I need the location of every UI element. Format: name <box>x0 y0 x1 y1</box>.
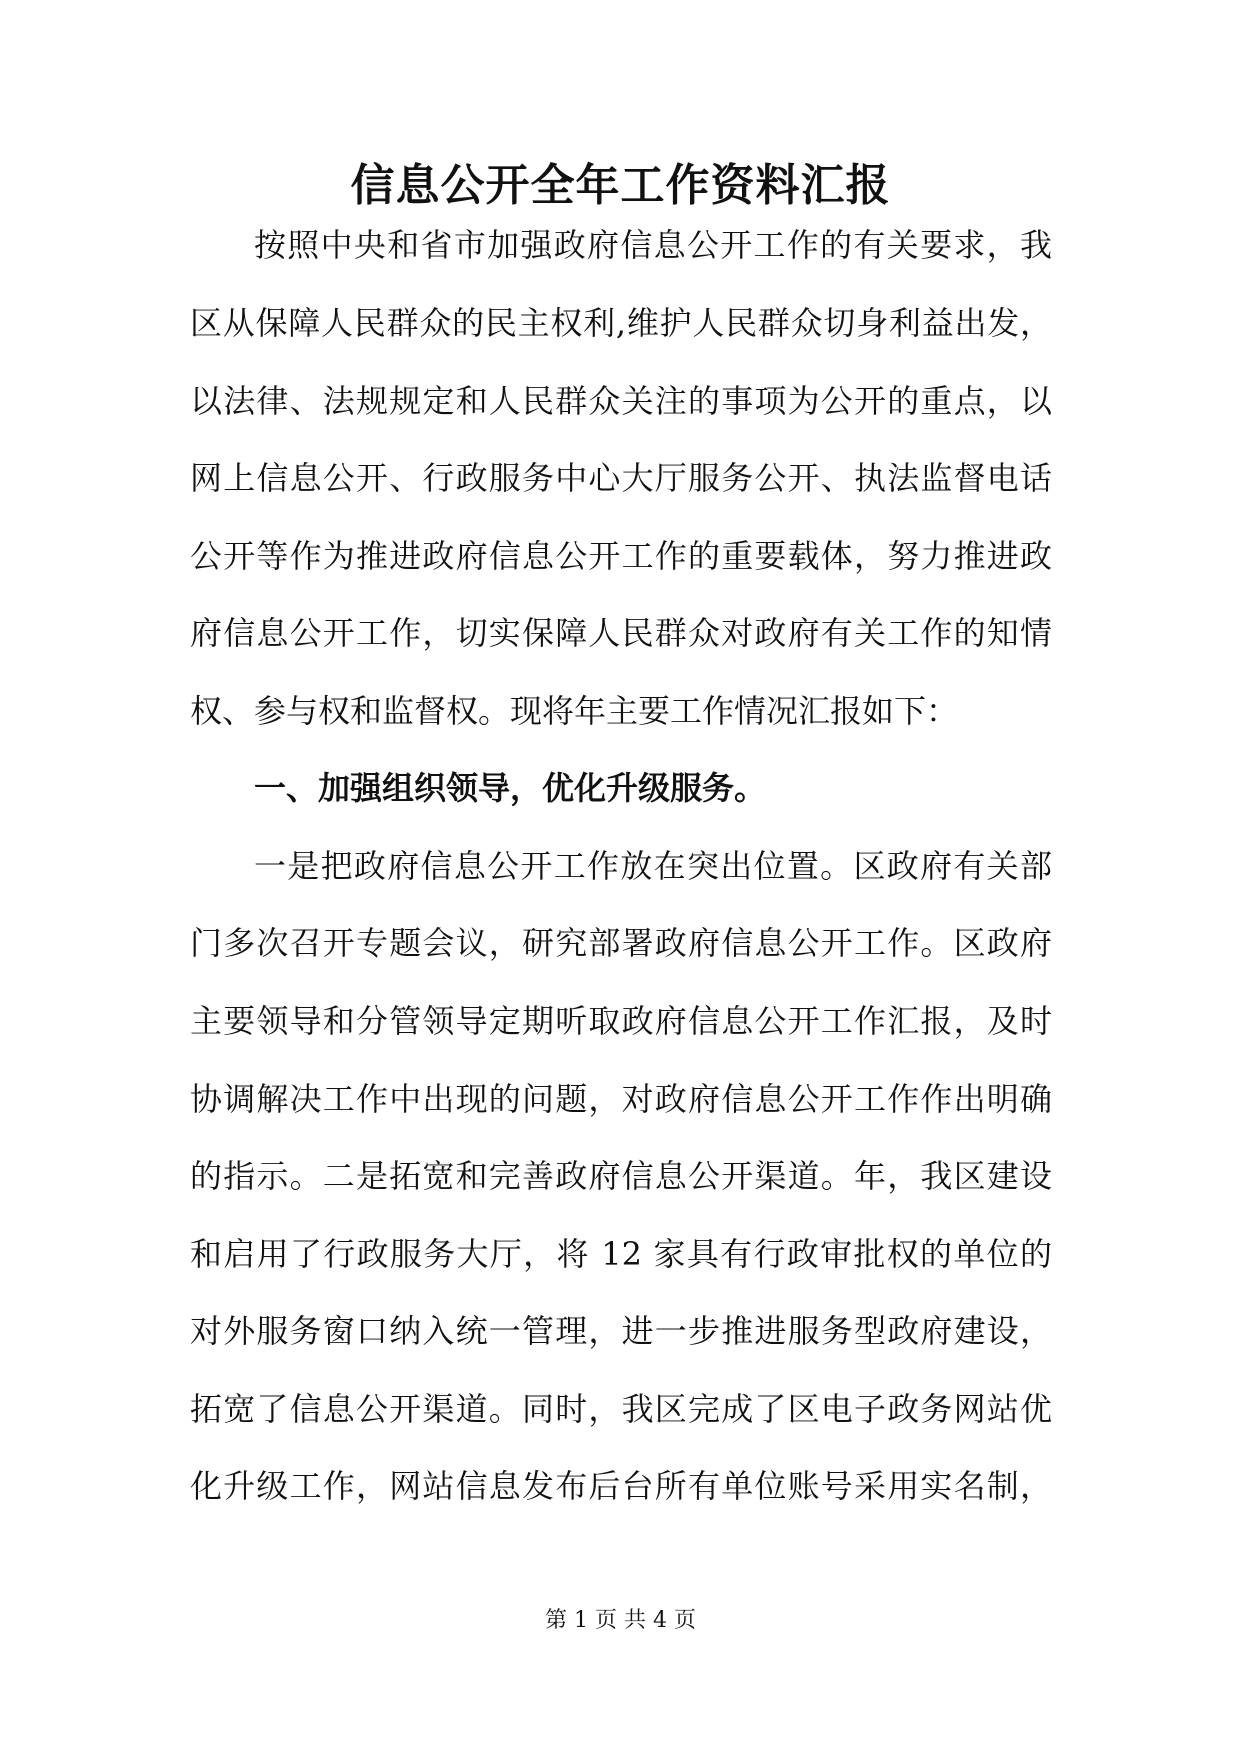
paragraph-line: 的指示。二是拓宽和完善政府信息公开渠道。年，我区建设 <box>190 1157 1052 1195</box>
paragraph-line: 化升级工作，网站信息发布后台所有单位账号采用实名制， <box>190 1467 1052 1505</box>
paragraph-line: 拓宽了信息公开渠道。同时，我区完成了区电子政务网站优 <box>190 1390 1052 1428</box>
paragraph-line: 协调解决工作中出现的问题，对政府信息公开工作作出明确 <box>190 1080 1052 1118</box>
paragraph-line: 一是把政府信息公开工作放在突出位置。区政府有关部 <box>254 847 1052 885</box>
paragraph-line: 府信息公开工作，切实保障人民群众对政府有关工作的知情 <box>190 614 1052 652</box>
paragraph-line: 主要领导和分管领导定期听取政府信息公开工作汇报，及时 <box>190 1002 1052 1040</box>
paragraph-line: 权、参与权和监督权。现将年主要工作情况汇报如下： <box>190 692 959 730</box>
paragraph-line: 和启用了行政服务大厅，将 12 家具有行政审批权的单位的 <box>190 1235 1052 1273</box>
paragraph-line: 对外服务窗口纳入统一管理，进一步推进服务型政府建设， <box>190 1312 1052 1350</box>
paragraph-line: 门多次召开专题会议，研究部署政府信息公开工作。区政府 <box>190 924 1052 962</box>
page-footer: 第 1 页 共 4 页 <box>545 1608 696 1633</box>
section-heading: 一、加强组织领导，优化升级服务。 <box>254 769 767 807</box>
paragraph-line: 公开等作为推进政府信息公开工作的重要载体，努力推进政 <box>190 537 1052 575</box>
paragraph-line: 区从保障人民群众的民主权利,维护人民群众切身利益出发， <box>190 304 1052 342</box>
page-title: 信息公开全年工作资料汇报 <box>350 160 891 211</box>
paragraph-line: 网上信息公开、行政服务中心大厅服务公开、执法监督电话 <box>190 459 1052 497</box>
paragraph-line: 按照中央和省市加强政府信息公开工作的有关要求，我 <box>254 226 1052 264</box>
paragraph-line: 以法律、法规规定和人民群众关注的事项为公开的重点，以 <box>190 382 1052 420</box>
